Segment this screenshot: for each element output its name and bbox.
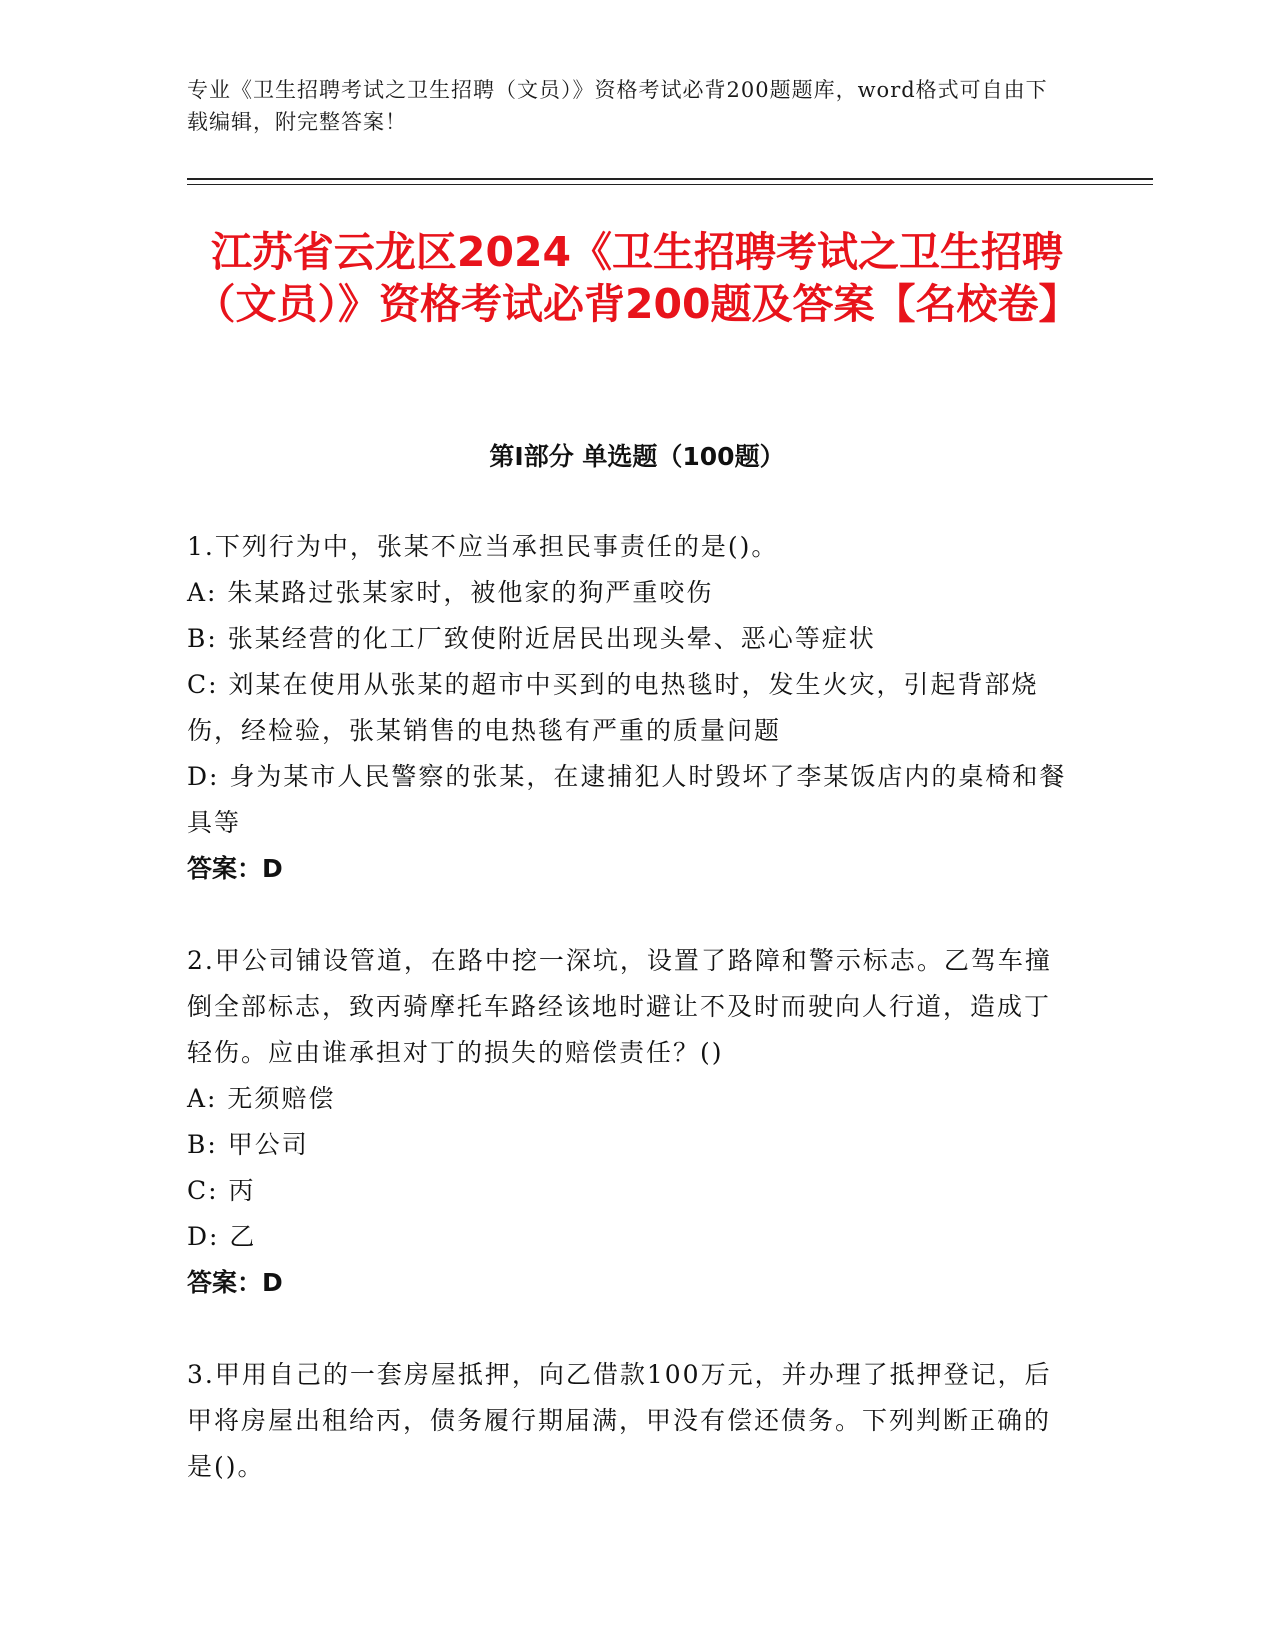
question-3 — [187, 1352, 1077, 1490]
option-d: D: 身为某市人民警察的张某，在逮捕犯人时毁坏了李某饭店内的桌椅和餐具等 — [187, 762, 1067, 837]
option-c: C: 丙 — [187, 1176, 256, 1205]
document-title: 江苏省云龙区2024《卫生招聘考试之卫生招聘（文员）》资格考试必背200题及答案【名校卷】 — [194, 228, 1080, 328]
header-divider-thick — [187, 178, 1153, 180]
option-b: B: 张某经营的化工厂致使附近居民出现头晕、恶心等症状 — [187, 624, 876, 653]
section-title: 第I部分 单选题（100题） — [489, 442, 785, 471]
header-note: 专业《卫生招聘考试之卫生招聘（文员）》资格考试必背200题题库，word格式可自由下载编辑，附完整答案！ — [187, 78, 1048, 134]
question-1 — [187, 524, 1077, 892]
question-stem: 3.甲用自己的一套房屋抵押，向乙借款100万元，并办理了抵押登记，后甲将房屋出租给丙，债务履行期届满，甲没有偿还债务。下列判断正确的是()。 — [187, 1360, 1052, 1481]
question-list — [187, 524, 1077, 1536]
question-stem: 1.下列行为中，张某不应当承担民事责任的是()。 — [187, 532, 779, 561]
option-c: C: 刘某在使用从张某的超市中买到的电热毯时，发生火灾，引起背部烧伤，经检验，张某销售的电热毯有严重的质量问题 — [187, 670, 1039, 745]
answer-label: 答案：D — [187, 1268, 283, 1297]
question-stem: 2.甲公司铺设管道，在路中挖一深坑，设置了路障和警示标志。乙驾车撞倒全部标志，致丙骑摩托车路经该地时避让不及时而驶向人行道，造成丁轻伤。应由谁承担对丁的损失的赔偿责任？() — [187, 946, 1052, 1067]
header-divider-thin — [187, 184, 1153, 185]
option-d: D: 乙 — [187, 1222, 257, 1251]
option-b: B: 甲公司 — [187, 1130, 309, 1159]
option-a: A: 朱某路过张某家时，被他家的狗严重咬伤 — [187, 578, 714, 607]
answer-label: 答案：D — [187, 854, 283, 883]
option-a: A: 无须赔偿 — [187, 1084, 336, 1113]
question-2 — [187, 938, 1077, 1306]
